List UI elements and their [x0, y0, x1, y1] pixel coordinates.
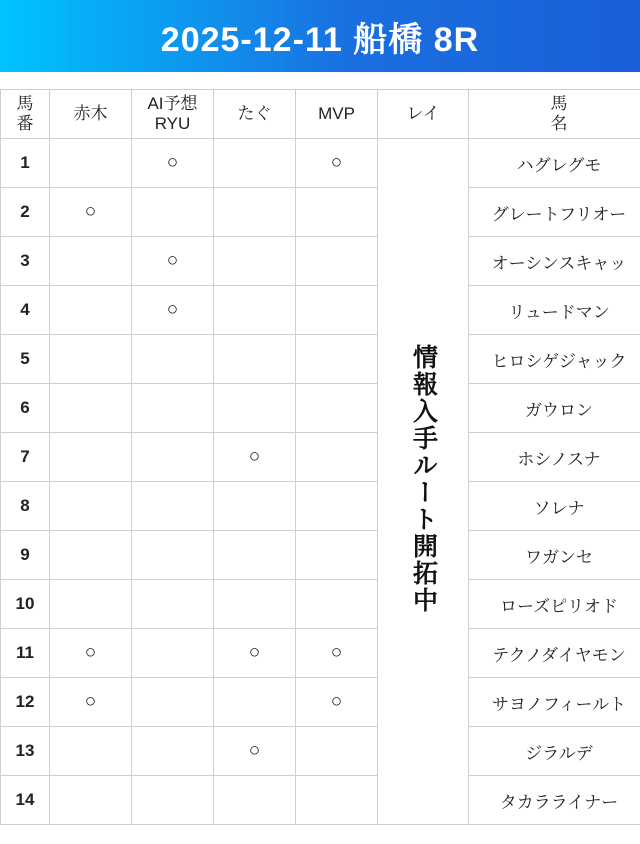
prediction-cell-tagu: [214, 433, 296, 482]
horse-name-cell: オーシンスキャッ: [469, 237, 640, 286]
prediction-cell-ai-ryu: [132, 678, 214, 727]
prediction-mark-icon: ○: [84, 201, 97, 222]
prediction-cell-akagi: [50, 531, 132, 580]
column-header-ai-ryu-line2: RYU: [154, 114, 191, 133]
prediction-cell-akagi: [50, 678, 132, 727]
prediction-cell-mvp: [296, 580, 378, 629]
horse-name-cell: ハグレグモ: [469, 139, 640, 188]
horse-number-cell: 3: [1, 237, 50, 286]
page-title: 2025-12-11 船橋 8R: [160, 20, 480, 59]
table-row: [1, 629, 640, 678]
prediction-cell-mvp: [296, 678, 378, 727]
column-header-tagu: たぐ: [214, 90, 296, 139]
prediction-cell-tagu: [214, 335, 296, 384]
prediction-cell-ai-ryu: [132, 580, 214, 629]
prediction-cell-mvp: [296, 629, 378, 678]
column-header-horse-name-line2: 名: [550, 114, 568, 133]
prediction-cell-mvp: [296, 286, 378, 335]
rei-column-text: 情報入手ルート開拓中: [409, 344, 438, 614]
prediction-cell-tagu: [214, 139, 296, 188]
prediction-cell-akagi: [50, 629, 132, 678]
horse-number-cell: 11: [1, 629, 50, 678]
table-row: [1, 335, 640, 384]
horse-name-cell: テクノダイヤモン: [469, 629, 640, 678]
prediction-cell-tagu: [214, 531, 296, 580]
prediction-cell-tagu: [214, 237, 296, 286]
horse-name-cell: ヒロシゲジャック: [469, 335, 640, 384]
prediction-cell-mvp: [296, 531, 378, 580]
horse-name-cell: グレートフリオー: [469, 188, 640, 237]
prediction-cell-tagu: [214, 727, 296, 776]
table-row: [1, 727, 640, 776]
horse-number-cell: 14: [1, 776, 50, 825]
prediction-table: [0, 89, 640, 825]
prediction-cell-akagi: [50, 727, 132, 776]
prediction-cell-tagu: [214, 678, 296, 727]
prediction-cell-tagu: [214, 286, 296, 335]
table-row: [1, 433, 640, 482]
table-row: [1, 384, 640, 433]
prediction-cell-mvp: [296, 188, 378, 237]
table-row: [1, 139, 640, 188]
prediction-mark-icon: ○: [248, 642, 261, 663]
prediction-cell-ai-ryu: [132, 433, 214, 482]
prediction-cell-mvp: [296, 727, 378, 776]
prediction-mark-icon: ○: [166, 299, 179, 320]
prediction-cell-akagi: [50, 433, 132, 482]
prediction-cell-akagi: [50, 237, 132, 286]
prediction-cell-akagi: [50, 188, 132, 237]
prediction-cell-mvp: [296, 482, 378, 531]
table-row: [1, 776, 640, 825]
horse-name-cell: ジラルデ: [469, 727, 640, 776]
page-header: [0, 0, 640, 72]
horse-number-cell: 1: [1, 139, 50, 188]
prediction-cell-tagu: [214, 776, 296, 825]
prediction-cell-ai-ryu: [132, 384, 214, 433]
column-header-umaban: [1, 90, 50, 139]
table-header-row: [1, 90, 640, 139]
prediction-mark-icon: ○: [330, 691, 343, 712]
column-header-horse-name: [469, 90, 640, 139]
horse-number-cell: 9: [1, 531, 50, 580]
horse-number-cell: 13: [1, 727, 50, 776]
table-row: [1, 237, 640, 286]
prediction-cell-akagi: [50, 776, 132, 825]
horse-number-cell: 7: [1, 433, 50, 482]
prediction-mark-icon: ○: [330, 152, 343, 173]
prediction-cell-akagi: [50, 286, 132, 335]
prediction-cell-mvp: [296, 433, 378, 482]
prediction-cell-ai-ryu: [132, 482, 214, 531]
prediction-cell-akagi: [50, 335, 132, 384]
column-header-akagi: 赤木: [50, 90, 132, 139]
prediction-cell-ai-ryu: [132, 139, 214, 188]
prediction-cell-mvp: [296, 139, 378, 188]
column-header-umaban-line1: 馬: [16, 94, 34, 114]
prediction-mark-icon: ○: [248, 446, 261, 467]
prediction-cell-ai-ryu: [132, 727, 214, 776]
table-body: [1, 139, 640, 825]
table-row: [1, 580, 640, 629]
horse-number-cell: 6: [1, 384, 50, 433]
horse-number-cell: 4: [1, 286, 50, 335]
prediction-mark-icon: ○: [84, 642, 97, 663]
prediction-cell-tagu: [214, 384, 296, 433]
horse-name-cell: サヨノフィールト: [469, 678, 640, 727]
column-header-ai-ryu: [132, 90, 214, 139]
prediction-cell-tagu: [214, 482, 296, 531]
horse-name-cell: ソレナ: [469, 482, 640, 531]
rei-column-cell: [378, 139, 469, 825]
horse-number-cell: 5: [1, 335, 50, 384]
table-row: [1, 531, 640, 580]
prediction-cell-akagi: [50, 139, 132, 188]
prediction-cell-ai-ryu: [132, 188, 214, 237]
horse-number-cell: 8: [1, 482, 50, 531]
column-header-rei: レイ: [378, 90, 469, 139]
horse-name-cell: ガウロン: [469, 384, 640, 433]
prediction-cell-mvp: [296, 237, 378, 286]
table-row: [1, 482, 640, 531]
horse-name-cell: ローズピリオド: [469, 580, 640, 629]
prediction-cell-ai-ryu: [132, 237, 214, 286]
prediction-cell-ai-ryu: [132, 776, 214, 825]
prediction-table-wrap: [0, 89, 640, 825]
prediction-cell-akagi: [50, 580, 132, 629]
prediction-mark-icon: ○: [166, 152, 179, 173]
prediction-cell-akagi: [50, 384, 132, 433]
table-row: [1, 678, 640, 727]
column-header-horse-name-line1: 馬: [550, 94, 568, 114]
horse-name-cell: タカラライナー: [469, 776, 640, 825]
prediction-cell-mvp: [296, 335, 378, 384]
prediction-mark-icon: ○: [330, 642, 343, 663]
prediction-cell-tagu: [214, 188, 296, 237]
prediction-mark-icon: ○: [84, 691, 97, 712]
prediction-cell-tagu: [214, 629, 296, 678]
horse-number-cell: 10: [1, 580, 50, 629]
horse-name-cell: リュードマン: [469, 286, 640, 335]
prediction-cell-mvp: [296, 384, 378, 433]
prediction-cell-ai-ryu: [132, 531, 214, 580]
prediction-cell-tagu: [214, 580, 296, 629]
table-head: [1, 90, 640, 139]
column-header-umaban-line2: 番: [16, 114, 34, 133]
prediction-cell-ai-ryu: [132, 629, 214, 678]
prediction-mark-icon: ○: [166, 250, 179, 271]
horse-name-cell: ホシノスナ: [469, 433, 640, 482]
prediction-cell-mvp: [296, 776, 378, 825]
prediction-cell-ai-ryu: [132, 335, 214, 384]
prediction-mark-icon: ○: [248, 740, 261, 761]
column-header-ai-ryu-line1: AI予想: [147, 94, 198, 114]
horse-name-cell: ワガンセ: [469, 531, 640, 580]
column-header-mvp: MVP: [296, 90, 378, 139]
table-row: [1, 286, 640, 335]
prediction-cell-akagi: [50, 482, 132, 531]
prediction-cell-ai-ryu: [132, 286, 214, 335]
horse-number-cell: 12: [1, 678, 50, 727]
horse-number-cell: 2: [1, 188, 50, 237]
table-row: [1, 188, 640, 237]
